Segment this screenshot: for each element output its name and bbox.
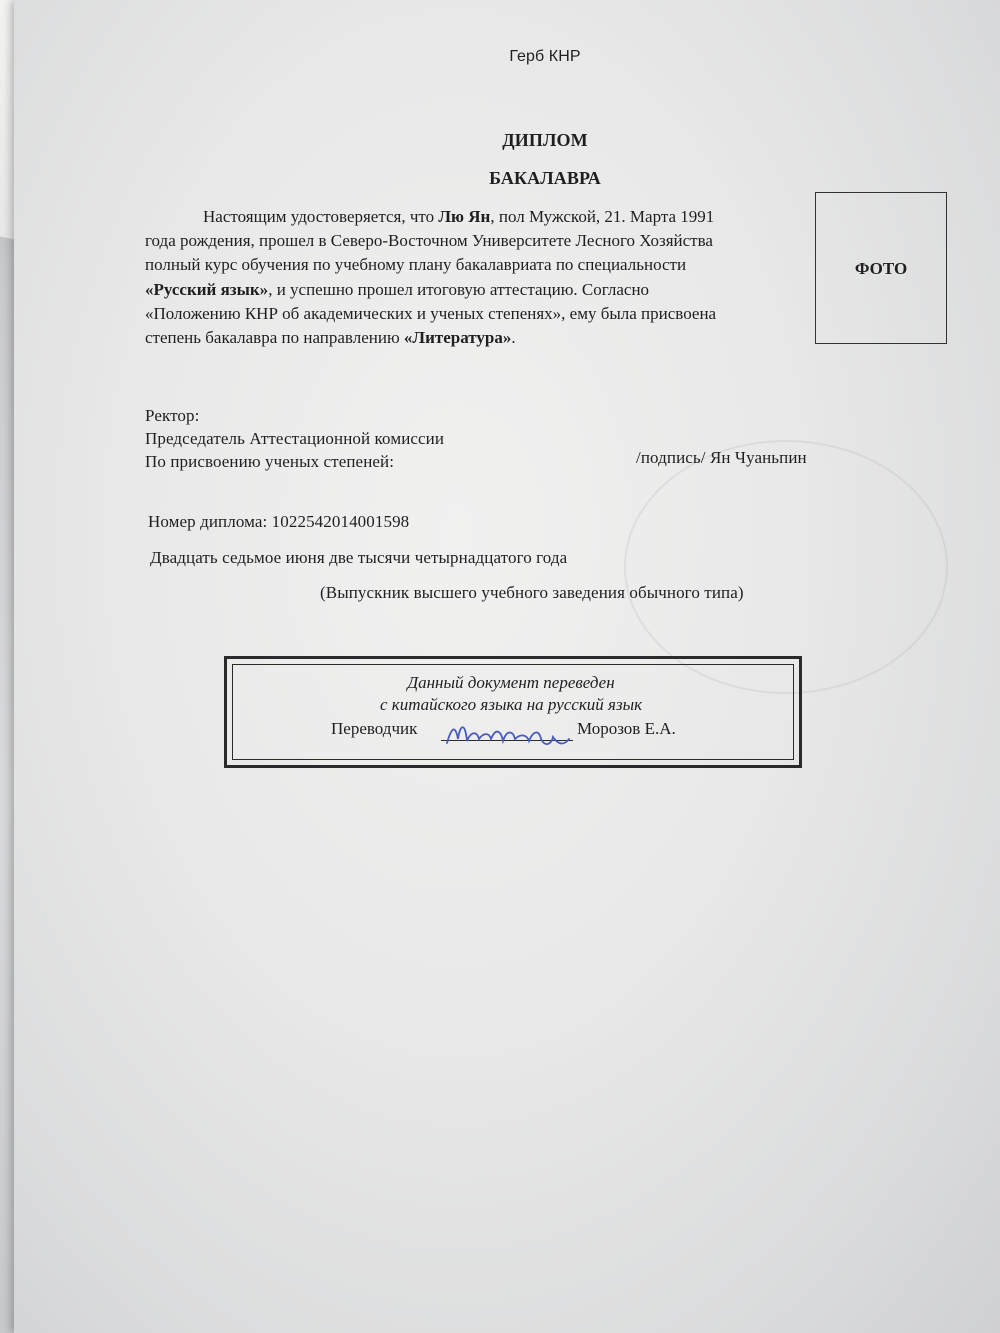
text-segment: , и успешно прошел итоговую аттестацию. Согласно: [268, 279, 650, 299]
translator-name: Морозов Е.А.: [577, 719, 676, 738]
translation-stamp: [224, 656, 802, 768]
degree-assignment-label: По присвоению ученых степеней:: [145, 452, 395, 471]
issue-date: Двадцать седьмое июня две тысячи четырнадцатого года: [150, 548, 568, 567]
document-subtitle: БАКАЛАВРА: [489, 168, 601, 188]
paragraph-line-2: года рождения, прошел в Северо-Восточном Университете Лесного Хозяйства: [145, 231, 713, 251]
chairman-label: Председатель Аттестационной комиссии: [145, 429, 445, 448]
stamp-line-1: Данный документ переведен: [407, 673, 615, 692]
document-title: ДИПЛОМ: [502, 130, 588, 150]
text-segment: .: [511, 328, 516, 348]
paragraph-line-6: [145, 326, 790, 350]
signatory-name: /подпись/ Ян Чуаньпин: [636, 448, 807, 467]
paragraph-line-5: «Положению КНР об академических и ученых степенях», ему была присвоена: [145, 303, 717, 323]
paragraph-line-4: [145, 278, 790, 302]
photo-placeholder: [815, 192, 947, 344]
certification-paragraph: [145, 205, 790, 350]
paragraph-line-3: полный курс обучения по учебному плану бакалавриата по специальности: [145, 255, 687, 275]
direction-name: «Литература»: [403, 328, 512, 348]
text-segment: степень бакалавра по направлению: [145, 328, 404, 348]
specialty-name: «Русский язык»: [145, 279, 269, 299]
translator-signature: [441, 717, 576, 751]
coat-of-arms-label: Герб КНР: [509, 48, 581, 65]
text-segment: , пол Мужской, 21. Марта 1991: [490, 207, 715, 226]
diploma-number: Номер диплома: 1022542014001598: [148, 512, 410, 531]
graduate-name: Лю Ян: [438, 207, 491, 226]
rector-label: Ректор:: [145, 406, 200, 425]
graduate-type: (Выпускник высшего учебного заведения обычного типа): [320, 583, 744, 602]
stamp-line-2: с китайского языка на русский язык: [379, 695, 643, 714]
text-segment: Настоящим удостоверяется, что: [203, 207, 439, 226]
translator-label: Переводчик: [331, 719, 418, 738]
paragraph-line-1: [145, 205, 790, 229]
photo-label: ФОТО: [854, 259, 908, 278]
